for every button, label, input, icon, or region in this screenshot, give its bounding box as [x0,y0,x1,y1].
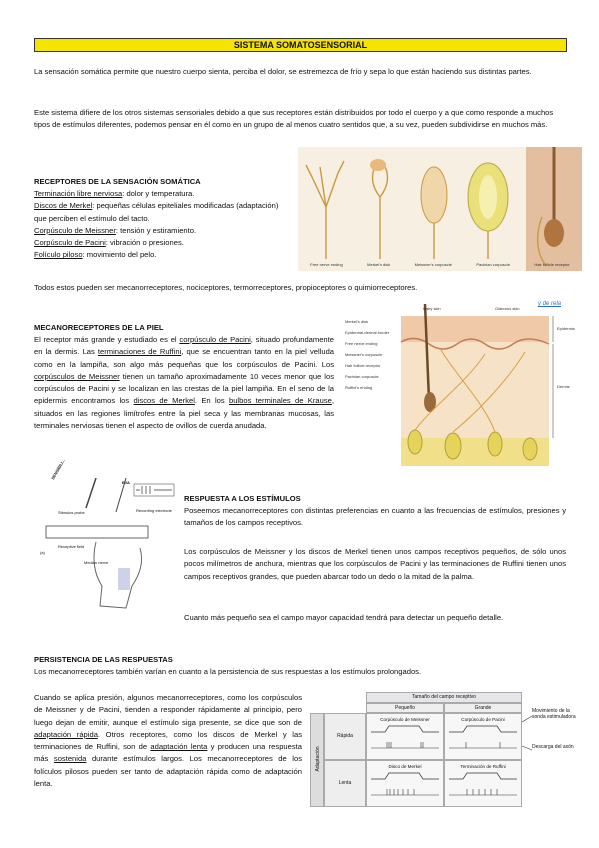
hand-label-eva: EVA [122,480,130,485]
hand-illustration [36,478,176,618]
mecano-paragraph: El receptor más grande y estudiado es el corpúsculo de Pacini, situado profundamente en la dermis. Las terminaciones de Ruffini, que se encuentran tanto en la piel velluda como en la lampiña, son algo más pequeñas que los corpúsculos de Pacini. Los corpúsculos de Meissner tienen un tamaño aproximadamente 10 veces menor que los corpúsculos de Pacini y se localizan en las crestas de la piel lampiña. En el seno de la epidermis encontramos los discos de Merkel. En los bulbos terminales de Krause, situados en las regiones limítrofes entre la piel seca y las membranas mucosas, las terminales nerviosas tienen el aspecto de ovillos de cuerda anudada. [34,335,335,431]
table-header: Tamaño del campo receptivo [366,692,522,703]
list-item: Terminación libre nerviosa: dolor y temperatura. [34,189,195,198]
skin-left-labels: Merkel's disk Epidermal-dermal border Free nerve ending Meissner's corpuscle Hair follicle receptor Pacinian corpuscle Ruffini's ending [345,319,390,390]
table-col-grande: Grande [444,703,522,713]
trace-meissner [367,722,443,752]
table-legend-axon: Descarga del axón [532,744,574,750]
table-cell: Terminación de Ruffini [444,760,522,807]
trace-merkel [367,769,443,799]
adaptation-table-figure [310,692,580,810]
hand-label-electrode: Recording electrode [136,508,172,513]
respuesta-heading: RESPUESTA A LOS ESTÍMULOS [184,494,301,503]
skin-top-label-hairy: Hairy skin [423,306,441,311]
skin-label-epidermis: Epidermis [557,326,575,331]
receptores-heading: RECEPTORES DE LA SENSACIÓN SOMÁTICA [34,177,201,186]
page-title: SISTEMA SOMATOSENSORIAL [34,38,567,52]
hand-label-probe: Stimulus probe [58,510,85,515]
receptors-illustration [298,147,582,271]
todos-paragraph: Todos estos pueden ser mecanorreceptores, nociceptores, termorreceptores, propioceptores o quimiorreceptores. [34,283,418,292]
skin-figure [345,304,577,466]
list-item: Corpúsculo de Meissner: tensión y estiramiento. [34,225,197,235]
table-row-rapida: Rápida [324,713,366,760]
mecano-heading: MECANORECEPTORES DE LA PIEL [34,323,164,332]
receptores-list [34,188,292,262]
hand-figure [36,458,176,618]
list-item: Folículo piloso: movimiento del pelo. [34,250,157,260]
link-fragment[interactable]: y de rela [538,301,562,307]
hand-label-sensibilidad: SENSIBILI... [50,458,66,481]
hand-label-receptive: Receptive field [58,544,85,549]
list-item: Discos de Merkel: pequeñas células epiteliales modificadas (adaptación) que perciben el estímulo del tacto. [34,201,279,223]
table-col-pequeno: Pequeño [366,703,444,713]
figure-labels: Free nerve ending Merkel's disk Meissner's corpuscle Pacinian corpuscle Hair follicle receptor [310,262,570,267]
intro-paragraph-1: La sensación somática permite que nuestro cuerpo sienta, perciba el dolor, se estremezca de frío y sepa lo que están haciendo sus distintas partes. [34,67,532,76]
table-legend-stimulus: Movimiento de la sonda estimuladora [532,708,576,720]
list-item: Corpúsculo de Pacini: vibración o presiones. [34,238,184,248]
skin-top-label-glabrous: Glabrous skin [495,306,520,311]
skin-label-dermis: Dermis [557,384,570,389]
respuesta-paragraph-3: Cuanto más pequeño sea el campo mayor capacidad tendrá para detectar un pequeño detalle. [184,613,504,622]
table-cell: Corpúsculo de Pacini [444,713,522,760]
legend-arrows [520,712,534,758]
table-side: Adaptación [310,713,324,807]
receptors-figure [298,147,582,271]
persistencia-paragraph-1: Los mecanorreceptores también varían en cuanto a la persistencia de sus respuestas a los estímulos prolongados. [34,667,422,676]
trace-pacini [445,722,521,752]
persistencia-paragraph-2: Cuando se aplica presión, algunos mecanorreceptores, como los corpúsculos de Meissner y de Pacini, tienden a responder rápidamente al principio, pero luego dejan de emitir, aunque el estímulo siga presente, se dice que son de adaptación rápida. Otros receptores, como los discos de Merkel y las terminaciones de Ruffini, son de adaptación lenta y producen una respuesta más sostenida durante estímulos largos. Los mecanorreceptores de los folículos pilosos pueden ser tanto de adaptación rápida como de adaptación lenta. [34,693,302,789]
table-cell: Disco de Merkel [366,760,444,807]
trace-ruffini [445,769,521,799]
hand-label-a: (a) [40,550,45,555]
hand-label-median: Median nerve [84,560,109,565]
table-cell: Corpúsculo de Meissner [366,713,444,760]
table-row-lenta: Lenta [324,760,366,807]
respuesta-paragraph-1: Poseemos mecanorreceptores con distintas preferencias en cuanto a las frecuencias de estímulos, presiones y tamaños de los campos receptivos. [184,506,566,528]
persistencia-heading: PERSISTENCIA DE LAS RESPUESTAS [34,655,173,664]
respuesta-paragraph-2: Los corpúsculos de Meissner y los discos de Merkel tienen unos campos receptivos pequeños, de sólo unos pocos milímetros de anchura, mientras que los corpúsculos de Pacini y las terminaciones de Ruffini tienen unos campos receptivos grandes, que pueden abarcar todo un dedo o la mitad de la palma. [184,547,566,581]
intro-paragraph-2: Este sistema difiere de los otros sistemas sensoriales debido a que sus receptores están distribuidos por todo el cuerpo y a que como responde a muchos tipos de estímulos diferentes, podemos pensar en él como en un grupo de al menos cuatro sentidos que, a su vez, pueden subdividirse en muchos más. [34,108,554,130]
